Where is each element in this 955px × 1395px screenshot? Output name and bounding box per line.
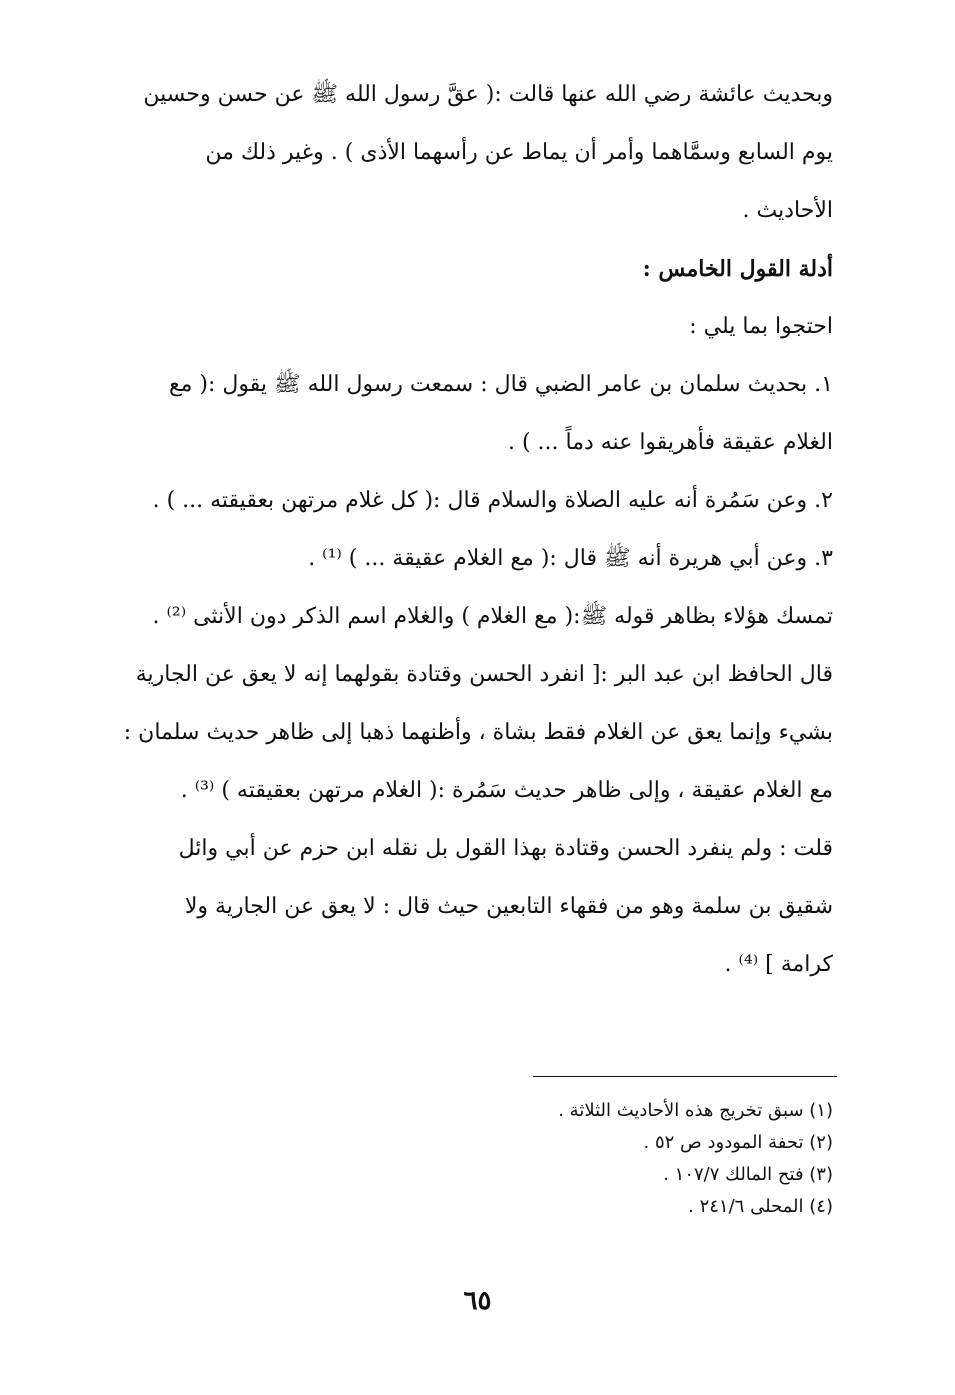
body-line: الأحاديث . [742,198,833,223]
body-line: شقيق بن سلمة وهو من فقهاء التابعين حيث قال : لا يعق عن الجارية ولا [184,894,833,919]
section-heading: أدلة القول الخامس : [642,256,833,282]
body-line: قال الحافظ ابن عبد البر :[ انفرد الحسن وقتادة بقولهما إنه لا يعق عن الجارية [135,662,833,687]
footnote: (١) سبق تخريج هذه الأحاديث الثلاثة . [558,1100,833,1121]
body-line: ٢. وعن سَمُرة أنه عليه الصلاة والسلام قال :( كل غلام مرتهن بعقيقته ... ) . [152,488,833,513]
footnote-divider [533,1076,837,1077]
body-line: احتجوا بما يلي : [689,314,833,339]
body-line: بشيء وإنما يعق عن الغلام فقط بشاة ، وأظنهما ذهبا إلى ظاهر حديث سلمان : [123,720,833,745]
body-line: ١. بحديث سلمان بن عامر الضبي قال : سمعت رسول الله ﷺ يقول :( مع [168,372,833,397]
footnote: (٣) فتح المالك ١٠٧/٧ . [663,1164,833,1185]
page-number: ٦٥ [463,1286,492,1316]
body-line: قلت : ولم ينفرد الحسن وقتادة بهذا القول بل نقله ابن حزم عن أبي وائل [178,836,833,861]
footnotes [118,1095,833,1223]
body-line: تمسك هؤلاء بظاهر قوله ﷺ:( مع الغلام ) والغلام اسم الذكر دون الأنثى ⁽²⁾ . [152,604,833,629]
body-line: الغلام عقيقة فأهريقوا عنه دماً ... ) . [507,430,833,455]
body-text [118,66,833,994]
body-line: كرامة ] ⁽⁴⁾ . [724,952,833,977]
footnote: (٢) تحفة المودود ص ٥٢ . [643,1132,833,1153]
body-line: مع الغلام عقيقة ، وإلى ظاهر حديث سَمُرة :( الغلام مرتهن بعقيقته ) ⁽³⁾ . [180,778,833,803]
body-line: وبحديث عائشة رضي الله عنها قالت :( عقَّ رسول الله ﷺ عن حسن وحسين [143,82,833,107]
body-line: ٣. وعن أبي هريرة أنه ﷺ قال :( مع الغلام عقيقة ... ) ⁽¹⁾ . [308,546,833,571]
footnote: (٤) المحلى ٢٤١/٦ . [688,1196,833,1217]
body-line: يوم السابع وسمَّاهما وأمر أن يماط عن رأسهما الأذى ) . وغير ذلك من [205,140,833,165]
